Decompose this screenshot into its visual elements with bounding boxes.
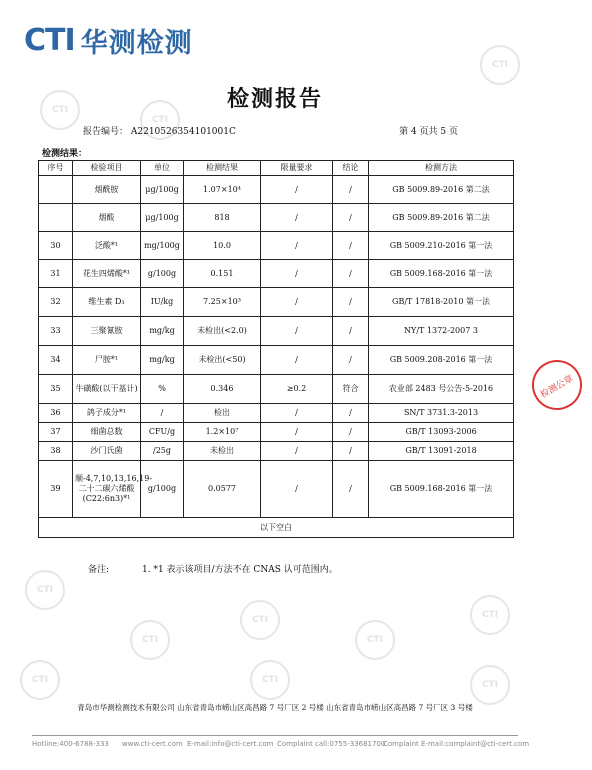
cell-result: 0.346 <box>184 375 261 404</box>
cell-conclusion: / <box>333 317 369 346</box>
col-header-item: 检验项目 <box>73 161 141 176</box>
table-row <box>39 461 514 518</box>
cell-item: 尸胺*¹ <box>73 346 141 375</box>
cell-no: 35 <box>39 375 73 404</box>
cell-limit: / <box>261 288 333 317</box>
cell-item: 细菌总数 <box>73 423 141 442</box>
table-row <box>39 404 514 423</box>
table-row <box>39 442 514 461</box>
page-info: 第 4 页共 5 页 <box>399 127 458 137</box>
cell-limit: / <box>261 176 333 204</box>
cell-limit: / <box>261 204 333 232</box>
cell-unit: mg/100g <box>141 232 184 260</box>
watermark-cti: CTI <box>25 570 65 610</box>
report-number: 报告编号： A2210526354101001C <box>83 127 236 137</box>
cell-item: 牛磺酸(以干基计) <box>73 375 141 404</box>
footer-email: E-mail:info@cti-cert.com <box>187 740 274 748</box>
cell-method: GB 5009.89-2016 第二法 <box>369 204 514 232</box>
cell-limit: / <box>261 260 333 288</box>
cell-no: 38 <box>39 442 73 461</box>
cell-limit: / <box>261 346 333 375</box>
cell-result: 未检出(<2.0) <box>184 317 261 346</box>
cell-result: 检出 <box>184 404 261 423</box>
cell-conclusion: / <box>333 346 369 375</box>
cell-method: GB 5009.208-2016 第一法 <box>369 346 514 375</box>
cell-unit: mg/kg <box>141 317 184 346</box>
cell-limit: / <box>261 423 333 442</box>
cell-no: 30 <box>39 232 73 260</box>
col-header-unit: 单位 <box>141 161 184 176</box>
cell-result: 未检出(<50) <box>184 346 261 375</box>
cell-unit: g/100g <box>141 461 184 518</box>
cell-method: GB 5009.210-2016 第一法 <box>369 232 514 260</box>
note-label: 备注: <box>88 565 110 575</box>
cell-item: 花生四烯酸*¹ <box>73 260 141 288</box>
cell-no: 39 <box>39 461 73 518</box>
cell-item: 维生素 D₃ <box>73 288 141 317</box>
note-text: 1. *1 表示该项目/方法不在 CNAS 认可范围内。 <box>142 565 338 575</box>
cell-result: 0.151 <box>184 260 261 288</box>
table-row <box>39 176 514 204</box>
cell-limit: / <box>261 317 333 346</box>
cell-item: 烟酸 <box>73 204 141 232</box>
col-header-result: 检测结果 <box>184 161 261 176</box>
cell-no: 32 <box>39 288 73 317</box>
cell-unit: /25g <box>141 442 184 461</box>
company-address: 青岛市华测检测技术有限公司 山东省青岛市崂山区高昌路 7 号厂区 2 号楼 山东省青岛市崂山区高昌路 7 号厂区 3 号楼 <box>77 703 473 712</box>
table-row <box>39 232 514 260</box>
table-end-note: 以下空白 <box>39 518 514 538</box>
table-header-row <box>39 161 514 176</box>
watermark-cti: CTI <box>470 665 510 705</box>
col-header-limit: 限量要求 <box>261 161 333 176</box>
table-footer-row <box>39 518 514 538</box>
cell-method: GB 5009.89-2016 第二法 <box>369 176 514 204</box>
cell-method: GB 5009.168-2016 第一法 <box>369 260 514 288</box>
watermark-cti: CTI <box>140 100 180 140</box>
cell-item: 烟酰胺 <box>73 176 141 204</box>
cell-no <box>39 176 73 204</box>
cell-no: 33 <box>39 317 73 346</box>
cell-result: 818 <box>184 204 261 232</box>
cell-result: 10.0 <box>184 232 261 260</box>
cell-result: 1.07×10⁴ <box>184 176 261 204</box>
cell-limit: / <box>261 232 333 260</box>
cell-unit: g/100g <box>141 260 184 288</box>
table-row <box>39 288 514 317</box>
watermark-cti: CTI <box>240 600 280 640</box>
cell-unit: CFU/g <box>141 423 184 442</box>
cell-method: GB 5009.168-2016 第一法 <box>369 461 514 518</box>
watermark-cti: CTI <box>130 620 170 660</box>
cell-limit: / <box>261 442 333 461</box>
cell-unit: μg/100g <box>141 176 184 204</box>
cell-unit: / <box>141 404 184 423</box>
cell-conclusion: / <box>333 176 369 204</box>
table-row <box>39 317 514 346</box>
watermark-cti: CTI <box>250 660 290 700</box>
official-stamp: 检测公章 <box>523 351 591 419</box>
cell-item: 顺-4,7,10,13,16,19-二十二碳六烯酸(C22:6n3)*¹ <box>73 461 141 518</box>
cell-conclusion: / <box>333 461 369 518</box>
company-logo <box>24 22 193 58</box>
footer-complaint-email: Complaint E-mail:complaint@cti-cert.com <box>383 740 530 748</box>
cell-unit: % <box>141 375 184 404</box>
cell-item: 沙门氏菌 <box>73 442 141 461</box>
cell-no: 34 <box>39 346 73 375</box>
cell-conclusion: / <box>333 232 369 260</box>
cell-conclusion: / <box>333 204 369 232</box>
table-row <box>39 375 514 404</box>
cell-result: 未检出 <box>184 442 261 461</box>
watermark-cti: CTI <box>470 595 510 635</box>
cell-item: 泛酸*¹ <box>73 232 141 260</box>
footer-website: www.cti-cert.com <box>122 740 183 748</box>
col-header-conclusion: 结论 <box>333 161 369 176</box>
cell-method: SN/T 3731.3-2013 <box>369 404 514 423</box>
cell-no: 31 <box>39 260 73 288</box>
cell-limit: ≥0.2 <box>261 375 333 404</box>
cell-conclusion: / <box>333 404 369 423</box>
cell-item: 鸽子成分*¹ <box>73 404 141 423</box>
cell-no: 36 <box>39 404 73 423</box>
cell-limit: / <box>261 404 333 423</box>
cell-conclusion: / <box>333 260 369 288</box>
results-table <box>38 160 514 538</box>
watermark-cti: CTI <box>40 90 80 130</box>
watermark-cti: CTI <box>20 660 60 700</box>
cell-method: GB/T 13091-2018 <box>369 442 514 461</box>
cell-no: 37 <box>39 423 73 442</box>
results-label: 检测结果： <box>42 149 88 159</box>
report-title: 检测报告 <box>226 86 323 112</box>
cell-item: 三聚氰胺 <box>73 317 141 346</box>
cell-no <box>39 204 73 232</box>
watermark-cti: CTI <box>355 620 395 660</box>
table-row <box>39 423 514 442</box>
cell-method: NY/T 1372-2007 3 <box>369 317 514 346</box>
cell-limit: / <box>261 461 333 518</box>
col-header-no: 序号 <box>39 161 73 176</box>
table-row <box>39 204 514 232</box>
cell-conclusion: 符合 <box>333 375 369 404</box>
cell-unit: μg/100g <box>141 204 184 232</box>
footer-complaint-call: Complaint call:0755-33681700 <box>277 740 386 748</box>
col-header-method: 检测方法 <box>369 161 514 176</box>
cell-result: 0.0577 <box>184 461 261 518</box>
cell-method: 农业部 2483 号公告-5-2016 <box>369 375 514 404</box>
table-row <box>39 260 514 288</box>
logo-cti-text: CTI <box>24 22 75 58</box>
cell-method: GB/T 17818-2010 第一法 <box>369 288 514 317</box>
cell-conclusion: / <box>333 442 369 461</box>
watermark-cti: CTI <box>480 45 520 85</box>
cell-conclusion: / <box>333 288 369 317</box>
cell-conclusion: / <box>333 423 369 442</box>
footer-hotline: Hotline:400-6788-333 <box>32 740 109 748</box>
table-row <box>39 346 514 375</box>
footer-divider <box>32 735 518 736</box>
cell-result: 7.25×10³ <box>184 288 261 317</box>
cell-unit: IU/kg <box>141 288 184 317</box>
cell-result: 1.2×10⁷ <box>184 423 261 442</box>
logo-cn-text: 华测检测 <box>80 27 193 59</box>
cell-method: GB/T 13093-2006 <box>369 423 514 442</box>
cell-unit: mg/kg <box>141 346 184 375</box>
